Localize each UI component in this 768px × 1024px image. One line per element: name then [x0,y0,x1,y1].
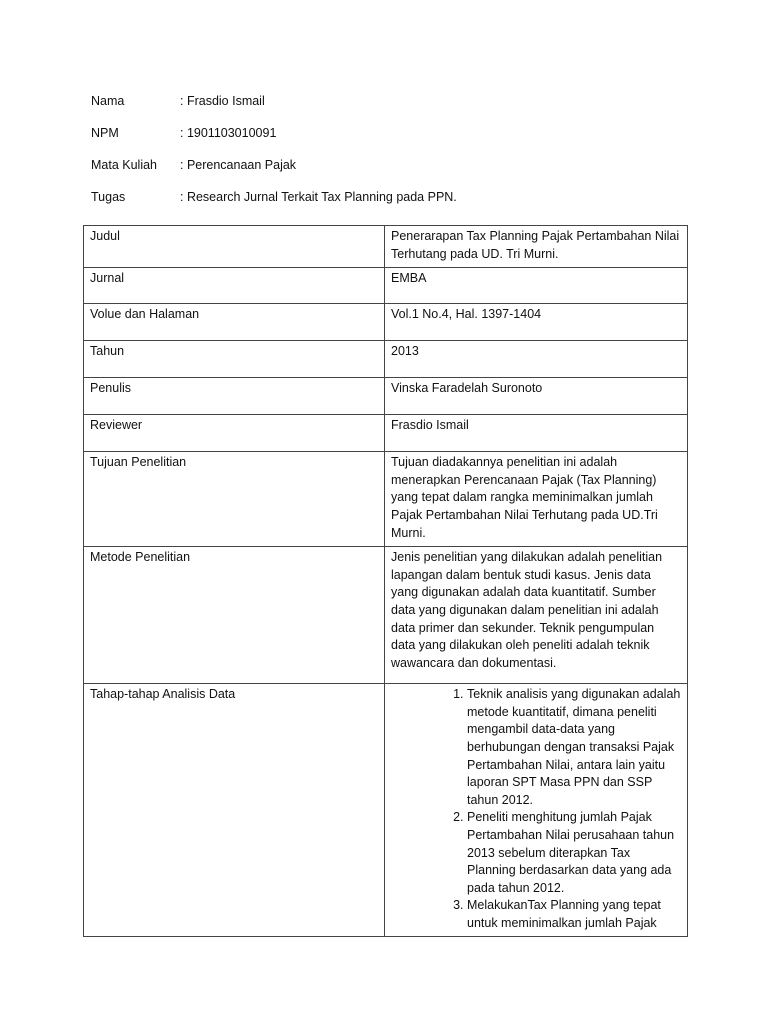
volume-label: Volue dan Halaman [84,304,385,341]
mata-kuliah-row [91,158,457,190]
penulis-label: Penulis [84,378,385,415]
nama-label: Nama [91,94,125,108]
table-row [84,684,688,937]
mata-kuliah-value: : Perencanaan Pajak [180,158,297,172]
list-item: 2. Peneliti menghitung jumlah Pajak Pertambahan Nilai perusahaan tahun 2013 sebelum diterapkan Tax Planning berdasarkan data yang ada pada tahun 2012. [467,809,681,897]
tahap-label: Tahap-tahap Analisis Data [84,684,385,937]
tujuan-value: Tujuan diadakannya penelitian ini adalah menerapkan Perencanaan Pajak (Tax Planning) yang tepat dalam rangka meminimalkan jumlah Pajak Pertambahan Nilai Terhutang pada UD.Tri Murni. [385,452,688,547]
table-row [84,226,688,268]
metode-label: Metode Penelitian [84,547,385,684]
judul-value: Penerarapan Tax Planning Pajak Pertambahan Nilai Terhutang pada UD. Tri Murni. [385,226,688,268]
nama-value: : Frasdio Ismail [180,94,265,108]
tahap-value [385,684,688,937]
nama-row [91,94,457,126]
table-row [84,341,688,378]
table-row [84,415,688,452]
student-info [91,94,457,222]
tugas-label: Tugas [91,190,126,204]
journal-review-table [83,225,688,937]
table-row [84,547,688,684]
tugas-value: : Research Jurnal Terkait Tax Planning pada PPN. [180,190,457,204]
reviewer-value: Frasdio Ismail [385,415,688,452]
npm-row [91,126,457,158]
tahap-list [391,686,681,932]
jurnal-label: Jurnal [84,268,385,304]
table-row [84,378,688,415]
jurnal-value: EMBA [385,268,688,304]
penulis-value: Vinska Faradelah Suronoto [385,378,688,415]
tujuan-label: Tujuan Penelitian [84,452,385,547]
npm-label: NPM [91,126,119,140]
list-item: 1. Teknik analisis yang digunakan adalah metode kuantitatif, dimana peneliti mengambil data-data yang berhubungan dengan transaksi Pajak Pertambahan Nilai, antara lain yaitu laporan SPT Masa PPN dan SSP tahun 2012. [467,686,681,809]
list-item: 3. MelakukanTax Planning yang tepat untuk meminimalkan jumlah Pajak [467,897,681,932]
volume-value: Vol.1 No.4, Hal. 1397-1404 [385,304,688,341]
npm-value: : 1901103010091 [180,126,277,140]
mata-kuliah-label: Mata Kuliah [91,158,158,172]
tugas-row [91,190,457,222]
table-row [84,268,688,304]
reviewer-label: Reviewer [84,415,385,452]
tahun-value: 2013 [385,341,688,378]
table-row [84,304,688,341]
table-row [84,452,688,547]
metode-value: Jenis penelitian yang dilakukan adalah penelitian lapangan dalam bentuk studi kasus. Jenis data yang digunakan adalah data kuantitatif. Sumber data yang digunakan dalam penelitian ini adalah data primer dan sekunder. Teknik pengumpulan data yang dilakukan oleh peneliti adalah teknik wawancara dan dokumentasi. [385,547,688,684]
tahun-label: Tahun [84,341,385,378]
judul-label: Judul [84,226,385,268]
